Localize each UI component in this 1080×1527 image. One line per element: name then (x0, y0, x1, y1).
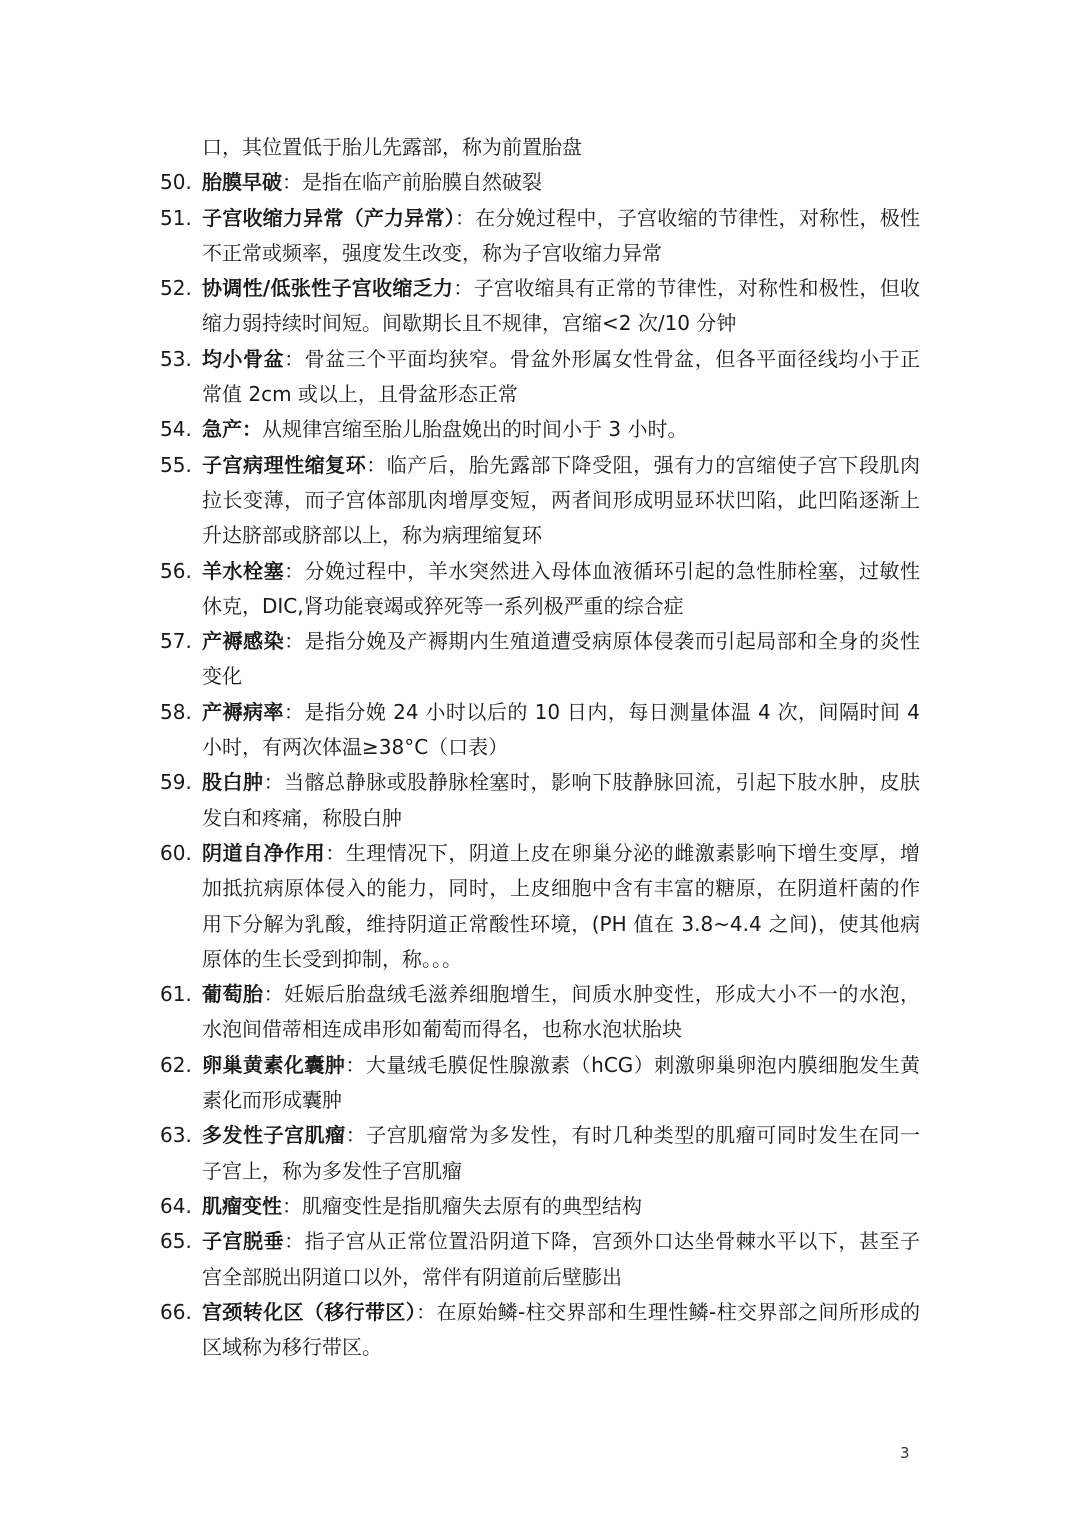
entry-definition: 是指在临产前胎膜自然破裂 (302, 170, 542, 195)
entry-number: 66. (160, 1299, 192, 1324)
entry-term: 产褥病率 (202, 699, 284, 724)
entry-definition: 生理情况下，阴道上皮在卵巢分泌的雌激素影响下增生变厚，增加抵抗病原体侵入的能力，同时，上皮细胞中含有丰富的糖原，在阴道杆菌的作用下分解为乳酸，维持阴道正常酸性环境，(PH 值在 3.8~4.4 之间)，使其他病原体的生长受到抑制，称。。。 (202, 840, 921, 971)
entry-number: 62. (160, 1052, 192, 1077)
entry-separator: ： (263, 770, 285, 795)
entry-body (202, 1189, 920, 1224)
entry-definition: 分娩过程中，羊水突然进入母体血液循环引起的急性肺栓塞，过敏性休克，DIC,肾功能衰竭或猝死等一系列极严重的综合症 (202, 558, 921, 618)
entry-number: 56. (160, 558, 192, 583)
entry-separator: ： (453, 276, 474, 301)
entry-number: 65. (160, 1229, 192, 1254)
entry-body (202, 1118, 920, 1189)
entry-body (202, 1048, 920, 1119)
entry-number: 59. (160, 770, 192, 795)
entry-term: 产褥感染 (202, 629, 285, 654)
entry-number: 52. (160, 276, 192, 301)
continuation-text: 口，其位置低于胎儿先露部，称为前置胎盘 (202, 135, 582, 159)
entry-term: 协调性/低张性子宫收缩乏力 (202, 276, 454, 301)
entry-number: 53. (160, 346, 192, 371)
definition-entry (160, 448, 920, 554)
definition-entry (160, 1189, 920, 1224)
entry-body (202, 977, 920, 1048)
entry-body (202, 201, 920, 272)
entry-body (202, 165, 920, 200)
entry-definition: 子宫肌瘤常为多发性，有时几种类型的肌瘤可同时发生在同一子宫上，称为多发性子宫肌瘤 (202, 1123, 921, 1183)
definition-entry (160, 412, 920, 447)
definition-entry (160, 836, 920, 977)
entry-term: 子宫脱垂 (202, 1229, 285, 1254)
definition-entry (160, 1224, 920, 1295)
entry-definition: 子宫收缩具有正常的节律性，对称性和极性，但收缩力弱持续时间短。间歇期长且不规律，宫缩<2 次/10 分钟 (202, 276, 921, 336)
entry-definition: 临产后，胎先露部下降受阻，强有力的宫缩使子宫下段肌肉拉长变薄，而子宫体部肌肉增厚变短，两者间形成明显环状凹陷，此凹陷逐渐上升达脐部或脐部以上，称为病理缩复环 (202, 452, 921, 548)
entry-definition: 当髂总静脉或股静脉栓塞时，影响下肢静脉回流，引起下肢水肿，皮肤发白和疼痛，称股白肿 (202, 770, 921, 830)
entry-separator: ： (263, 982, 285, 1007)
definition-entry (160, 765, 920, 836)
entry-number: 63. (160, 1123, 192, 1148)
definition-entry (160, 165, 920, 200)
entry-separator: ： (284, 558, 305, 583)
definition-entry (160, 271, 920, 342)
entry-term: 宫颈转化区（移行带区） (202, 1299, 417, 1324)
entry-body (202, 1295, 920, 1366)
definition-entry (160, 1118, 920, 1189)
entry-separator: ： (345, 1123, 367, 1148)
definition-entry (160, 1048, 920, 1119)
entry-definition: 从规律宫缩至胎儿胎盘娩出的时间小于 3 小时。 (262, 417, 688, 442)
entry-body (202, 448, 920, 554)
entry-number: 57. (160, 629, 192, 654)
entry-term: 多发性子宫肌瘤 (202, 1123, 346, 1148)
entry-body (202, 342, 920, 413)
entry-definition: 肌瘤变性是指肌瘤失去原有的典型结构 (302, 1193, 642, 1218)
definition-entry (160, 342, 920, 413)
entry-definition: 在分娩过程中，子宫收缩的节律性，对称性，极性不正常或频率，强度发生改变，称为子宫收缩力异常 (202, 205, 921, 265)
definition-entry (160, 624, 920, 695)
entry-separator: ： (283, 699, 305, 724)
entry-separator: ： (345, 1052, 366, 1077)
entry-separator: ： (284, 346, 305, 371)
entry-definition: 妊娠后胎盘绒毛滋养细胞增生，间质水肿变性，形成大小不一的水泡，水泡间借蒂相连成串形如葡萄而得名，也称水泡状胎块 (202, 982, 921, 1042)
entry-number: 60. (160, 840, 192, 865)
entry-number: 58. (160, 699, 192, 724)
entry-term: 均小骨盆 (202, 346, 285, 371)
entry-body (202, 271, 920, 342)
entry-term: 卵巢黄素化囊肿 (202, 1052, 346, 1077)
entry-term: 子宫收缩力异常（产力异常） (202, 205, 455, 230)
entry-separator: ： (325, 840, 346, 865)
entry-body (202, 624, 920, 695)
entry-number: 50. (160, 170, 192, 195)
entry-term: 肌瘤变性 (202, 1193, 282, 1218)
entry-body (202, 1224, 920, 1295)
entry-definition: 在原始鳞-柱交界部和生理性鳞-柱交界部之间所形成的区域称为移行带区。 (202, 1299, 921, 1360)
entry-term: 股白肿 (202, 770, 264, 795)
entry-separator: ： (366, 452, 387, 477)
entry-term: 葡萄胎 (202, 982, 264, 1007)
entry-term: 羊水栓塞 (202, 558, 285, 583)
entry-term: 胎膜早破 (202, 170, 282, 195)
entry-number: 55. (160, 452, 192, 477)
entry-body (202, 695, 920, 766)
entry-number: 61. (160, 982, 192, 1007)
entry-definition: 骨盆三个平面均狭窄。骨盆外形属女性骨盆，但各平面径线均小于正常值 2cm 或以上，且骨盆形态正常 (202, 346, 921, 407)
definition-entry (160, 554, 920, 625)
entry-number: 51. (160, 205, 192, 230)
entry-definition: 是指分娩及产褥期内生殖道遭受病原体侵袭而引起局部和全身的炎性变化 (202, 629, 921, 689)
page-number: 3 (900, 1444, 910, 1462)
entry-container (160, 165, 920, 1365)
entry-separator: ： (282, 170, 302, 195)
entry-number: 54. (160, 417, 192, 442)
entry-term: 子宫病理性缩复环 (202, 452, 367, 477)
entry-term: 阴道自净作用 (202, 840, 326, 865)
definition-entry (160, 201, 920, 272)
entry-definition: 大量绒毛膜促性腺激素（hCG）刺激卵巢卵泡内膜细胞发生黄素化而形成囊肿 (202, 1052, 921, 1113)
entry-body (202, 554, 920, 625)
entry-body (202, 412, 920, 447)
entry-definition: 是指分娩 24 小时以后的 10 日内，每日测量体温 4 次，间隔时间 4 小时，有两次体温≥38°C（口表） (202, 699, 920, 760)
definition-entry (160, 695, 920, 766)
entry-separator: ： (284, 1229, 305, 1254)
definition-entry (160, 977, 920, 1048)
entry-definition: 指子宫从正常位置沿阴道下降，宫颈外口达坐骨棘水平以下，甚至子宫全部脱出阴道口以外，常伴有阴道前后壁膨出 (202, 1229, 921, 1289)
entry-separator: ： (416, 1299, 437, 1324)
entry-body (202, 836, 920, 977)
entry-separator: ： (284, 629, 305, 654)
definition-entry (160, 1295, 920, 1366)
entry-separator: ： (454, 205, 476, 230)
entry-term: 急产： (202, 417, 262, 442)
entry-body (202, 765, 920, 836)
entry-separator: ： (282, 1193, 302, 1218)
entry-number: 64. (160, 1193, 192, 1218)
definition-list (160, 130, 920, 1365)
